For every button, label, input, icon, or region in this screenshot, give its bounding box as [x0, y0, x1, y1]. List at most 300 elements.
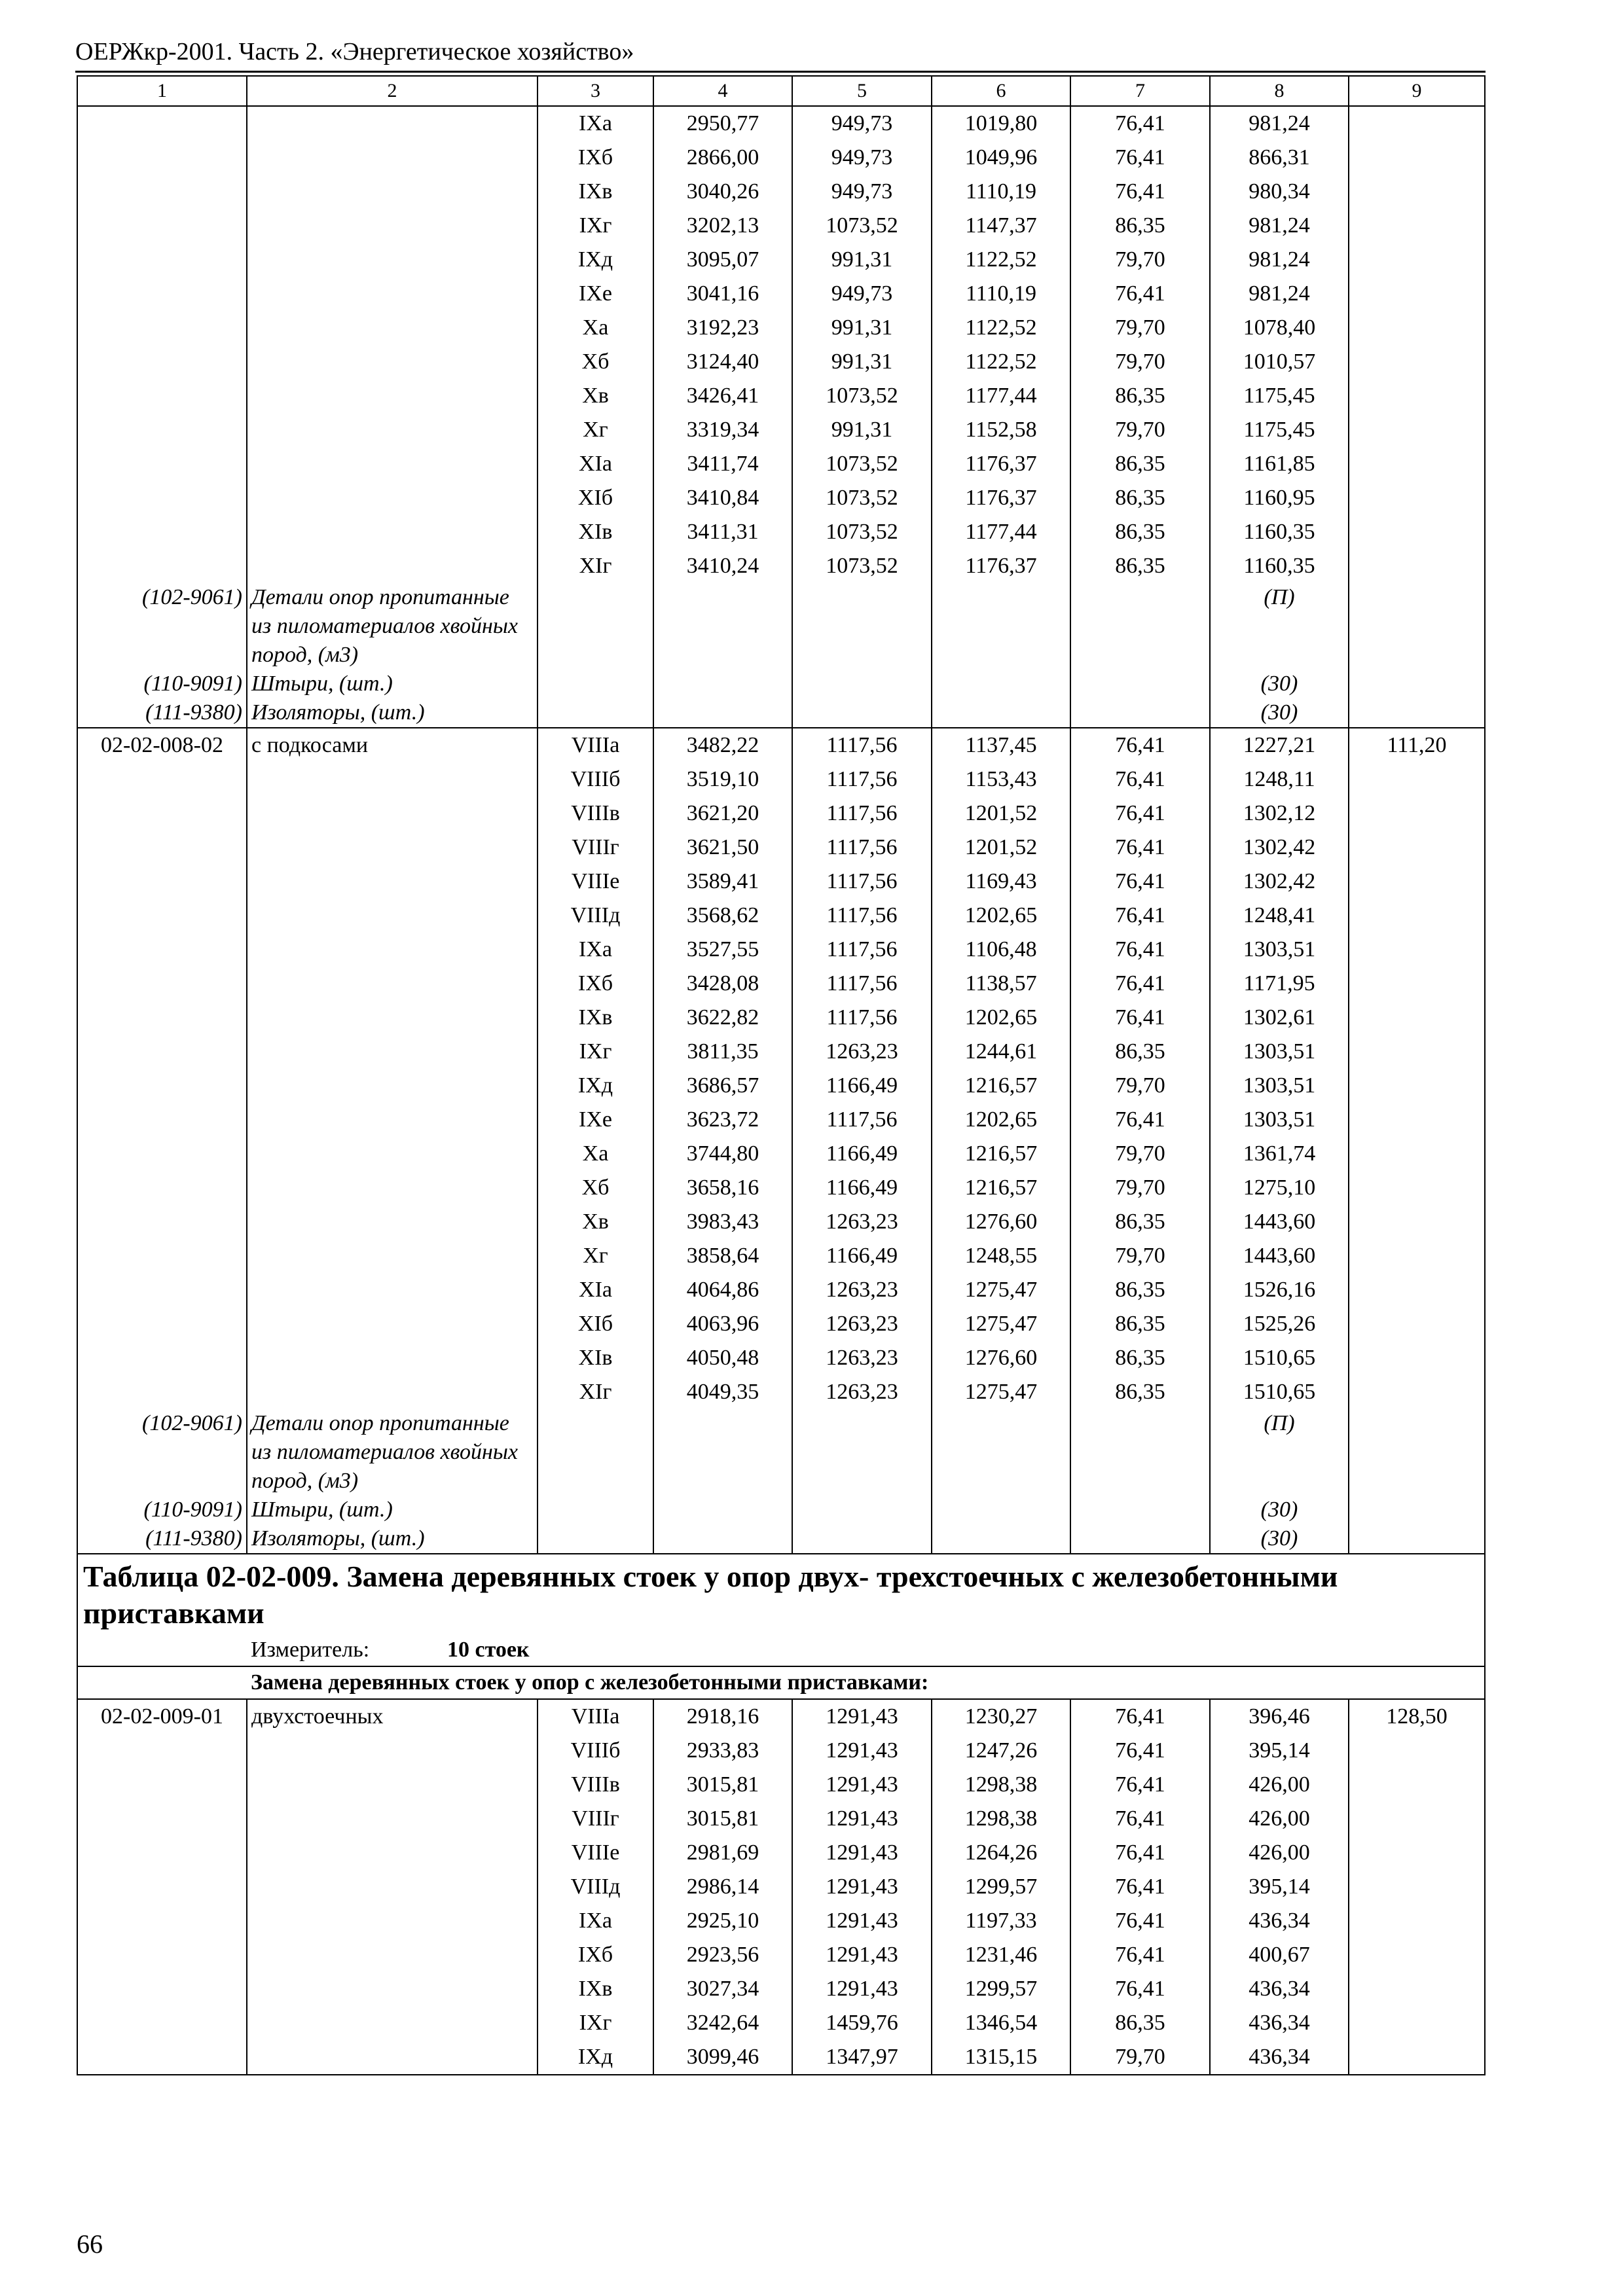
value-cell: 1166,49 [792, 1069, 932, 1103]
empty-cell [653, 670, 792, 698]
table-row [77, 1904, 1485, 1938]
support-type: Xа [538, 311, 653, 345]
empty-cell [77, 1103, 247, 1137]
empty-cell [538, 698, 653, 728]
value-cell: 1122,52 [932, 311, 1070, 345]
support-type: VIIIд [538, 899, 653, 933]
empty-cell [247, 481, 538, 515]
empty-cell [1349, 311, 1485, 345]
table-009-title: Таблица 02-02-009. Замена деревянных стоек у опор двух- трехстоечных с железобетонными приставками [77, 1554, 1485, 1634]
empty-cell [792, 1496, 932, 1524]
empty-cell [1349, 1137, 1485, 1171]
empty-cell [247, 1171, 538, 1205]
value-cell: 1275,47 [932, 1273, 1070, 1307]
table-row [77, 1171, 1485, 1205]
value-cell: 1117,56 [792, 967, 932, 1001]
support-type: Xб [538, 1171, 653, 1205]
support-type: Xв [538, 1205, 653, 1239]
value-cell: 436,34 [1210, 1972, 1349, 2006]
value-cell: 3095,07 [653, 243, 792, 277]
value-cell: 76,41 [1070, 933, 1210, 967]
empty-cell [77, 1035, 247, 1069]
empty-cell [77, 481, 247, 515]
table-row [77, 728, 1485, 762]
value-cell: 400,67 [1210, 1938, 1349, 1972]
value-cell: 949,73 [792, 277, 932, 311]
empty-cell [932, 1409, 1070, 1496]
value-cell: 79,70 [1070, 1239, 1210, 1273]
empty-cell [247, 447, 538, 481]
empty-cell [247, 1341, 538, 1375]
material-code: (111-9380) [77, 1524, 247, 1554]
empty-cell [1349, 933, 1485, 967]
value-cell: 86,35 [1070, 1375, 1210, 1409]
value-cell: 1248,55 [932, 1239, 1070, 1273]
value-cell: 2986,14 [653, 1870, 792, 1904]
empty-cell [1349, 175, 1485, 209]
support-type: Xг [538, 1239, 653, 1273]
value-cell: 1276,60 [932, 1205, 1070, 1239]
column-number-row [77, 76, 1485, 106]
value-cell: 1117,56 [792, 1001, 932, 1035]
material-code: (102-9061) [77, 583, 247, 670]
value-cell: 1019,80 [932, 106, 1070, 141]
material-value: (30) [1210, 1496, 1349, 1524]
material-name: Изоляторы, (шт.) [247, 1524, 538, 1554]
value-cell: 1264,26 [932, 1836, 1070, 1870]
value-cell: 3410,24 [653, 549, 792, 583]
value-cell: 1216,57 [932, 1137, 1070, 1171]
table-row [77, 1137, 1485, 1171]
value-cell: 1303,51 [1210, 1103, 1349, 1137]
support-type: IXе [538, 1103, 653, 1137]
empty-cell [1349, 1001, 1485, 1035]
support-type: IXа [538, 1904, 653, 1938]
value-cell: 426,00 [1210, 1836, 1349, 1870]
value-cell: 76,41 [1070, 1001, 1210, 1035]
value-cell: 76,41 [1070, 762, 1210, 797]
support-type: XIа [538, 447, 653, 481]
value-cell: 76,41 [1070, 797, 1210, 831]
empty-cell [77, 379, 247, 413]
value-cell: 949,73 [792, 106, 932, 141]
value-cell: 79,70 [1070, 243, 1210, 277]
value-cell: 1291,43 [792, 1972, 932, 2006]
value-cell: 1197,33 [932, 1904, 1070, 1938]
support-type: IXд [538, 2040, 653, 2075]
empty-cell [1070, 670, 1210, 698]
material-value: (30) [1210, 670, 1349, 698]
value-cell: 3527,55 [653, 933, 792, 967]
support-type: Xг [538, 413, 653, 447]
block-02-02-008-01-continued [77, 106, 1485, 728]
value-cell: 1263,23 [792, 1341, 932, 1375]
value-cell: 1276,60 [932, 1341, 1070, 1375]
empty-cell [77, 413, 247, 447]
value-cell: 426,00 [1210, 1802, 1349, 1836]
empty-cell [77, 1239, 247, 1273]
empty-cell [247, 797, 538, 831]
value-cell: 2923,56 [653, 1938, 792, 1972]
value-cell: 1525,26 [1210, 1307, 1349, 1341]
empty-cell [247, 1035, 538, 1069]
value-cell: 981,24 [1210, 209, 1349, 243]
value-cell: 1291,43 [792, 1938, 932, 1972]
value-cell: 3811,35 [653, 1035, 792, 1069]
empty-cell [1349, 1205, 1485, 1239]
empty-cell [247, 1802, 538, 1836]
support-type: VIIIе [538, 1836, 653, 1870]
value-cell: 86,35 [1070, 1205, 1210, 1239]
value-cell: 86,35 [1070, 2006, 1210, 2040]
value-cell: 3411,74 [653, 447, 792, 481]
table-row [77, 311, 1485, 345]
value-cell: 1177,44 [932, 515, 1070, 549]
table-row [77, 413, 1485, 447]
empty-cell [792, 583, 932, 670]
value-cell: 1298,38 [932, 1768, 1070, 1802]
empty-cell [1349, 277, 1485, 311]
value-cell: 1110,19 [932, 175, 1070, 209]
empty-cell [1349, 1069, 1485, 1103]
value-cell: 1160,35 [1210, 515, 1349, 549]
material-name: Штыри, (шт.) [247, 670, 538, 698]
value-cell: 3202,13 [653, 209, 792, 243]
material-value: (30) [1210, 1524, 1349, 1554]
value-cell: 76,41 [1070, 1768, 1210, 1802]
empty-cell [792, 670, 932, 698]
measure-label: Измеритель: [251, 1638, 370, 1662]
empty-cell [1349, 549, 1485, 583]
value-cell: 3411,31 [653, 515, 792, 549]
value-cell: 86,35 [1070, 1035, 1210, 1069]
value-cell: 1216,57 [932, 1069, 1070, 1103]
material-row [77, 1524, 1485, 1554]
value-cell: 1078,40 [1210, 311, 1349, 345]
empty-cell [538, 670, 653, 698]
table-row [77, 345, 1485, 379]
empty-cell [1349, 831, 1485, 865]
running-header: ОЕРЖкр-2001. Часть 2. «Энергетическое хозяйство» [75, 38, 634, 65]
table-row [77, 277, 1485, 311]
empty-cell [247, 1001, 538, 1035]
value-cell: 76,41 [1070, 899, 1210, 933]
value-cell: 1303,51 [1210, 1035, 1349, 1069]
labor-value: 111,20 [1349, 728, 1485, 762]
value-cell: 1302,61 [1210, 1001, 1349, 1035]
empty-cell [1349, 583, 1485, 670]
empty-cell [247, 899, 538, 933]
empty-cell [247, 831, 538, 865]
table-row [77, 1103, 1485, 1137]
empty-cell [1349, 698, 1485, 728]
value-cell: 76,41 [1070, 1870, 1210, 1904]
empty-cell [653, 1524, 792, 1554]
empty-cell [77, 1001, 247, 1035]
column-number: 9 [1349, 76, 1485, 106]
empty-cell [247, 1239, 538, 1273]
labor-value: 128,50 [1349, 1699, 1485, 1734]
empty-cell [77, 345, 247, 379]
support-type: XIв [538, 515, 653, 549]
value-cell: 1202,65 [932, 899, 1070, 933]
empty-cell [77, 933, 247, 967]
value-cell: 76,41 [1070, 1802, 1210, 1836]
support-type: IXг [538, 2006, 653, 2040]
value-cell: 1346,54 [932, 2006, 1070, 2040]
empty-cell [538, 1524, 653, 1554]
value-cell: 980,34 [1210, 175, 1349, 209]
support-type: VIIIв [538, 797, 653, 831]
empty-cell [1349, 670, 1485, 698]
value-cell: 76,41 [1070, 106, 1210, 141]
empty-cell [77, 311, 247, 345]
value-cell: 86,35 [1070, 549, 1210, 583]
value-cell: 3568,62 [653, 899, 792, 933]
value-cell: 76,41 [1070, 831, 1210, 865]
value-cell: 1201,52 [932, 797, 1070, 831]
empty-cell [1349, 1273, 1485, 1307]
empty-cell [247, 1375, 538, 1409]
value-cell: 1302,42 [1210, 865, 1349, 899]
value-cell: 4049,35 [653, 1375, 792, 1409]
empty-cell [247, 2040, 538, 2075]
value-cell: 3482,22 [653, 728, 792, 762]
empty-cell [77, 2006, 247, 2040]
value-cell: 1275,10 [1210, 1171, 1349, 1205]
table-row [77, 1273, 1485, 1307]
value-cell: 3621,50 [653, 831, 792, 865]
value-cell: 3040,26 [653, 175, 792, 209]
material-name: Штыри, (шт.) [247, 1496, 538, 1524]
value-cell: 2866,00 [653, 141, 792, 175]
material-value: (П) [1210, 583, 1349, 670]
table-row [77, 243, 1485, 277]
value-cell: 79,70 [1070, 1171, 1210, 1205]
empty-cell [247, 243, 538, 277]
value-cell: 991,31 [792, 413, 932, 447]
value-cell: 1166,49 [792, 1137, 932, 1171]
empty-cell [247, 967, 538, 1001]
empty-cell [77, 1375, 247, 1409]
value-cell: 1122,52 [932, 243, 1070, 277]
support-type: XIв [538, 1341, 653, 1375]
value-cell: 76,41 [1070, 1938, 1210, 1972]
empty-cell [247, 311, 538, 345]
empty-cell [247, 141, 538, 175]
empty-cell [1349, 1239, 1485, 1273]
table-row [77, 175, 1485, 209]
value-cell: 949,73 [792, 175, 932, 209]
value-cell: 991,31 [792, 243, 932, 277]
table-row [77, 447, 1485, 481]
table-row [77, 1802, 1485, 1836]
empty-cell [77, 175, 247, 209]
material-row [77, 583, 1485, 670]
empty-cell [932, 698, 1070, 728]
empty-cell [932, 583, 1070, 670]
support-type: Xб [538, 345, 653, 379]
value-cell: 1106,48 [932, 933, 1070, 967]
value-cell: 76,41 [1070, 1904, 1210, 1938]
empty-cell [77, 209, 247, 243]
value-cell: 1169,43 [932, 865, 1070, 899]
column-number: 2 [247, 76, 538, 106]
empty-cell [247, 413, 538, 447]
value-cell: 395,14 [1210, 1734, 1349, 1768]
empty-cell [247, 762, 538, 797]
empty-cell [1349, 1171, 1485, 1205]
empty-cell [77, 797, 247, 831]
empty-cell [77, 865, 247, 899]
material-name: Изоляторы, (шт.) [247, 698, 538, 728]
value-cell: 86,35 [1070, 1341, 1210, 1375]
empty-cell [538, 1409, 653, 1496]
empty-cell [247, 1137, 538, 1171]
empty-cell [1349, 1409, 1485, 1496]
table-row [77, 2040, 1485, 2075]
empty-cell [792, 698, 932, 728]
value-cell: 3686,57 [653, 1069, 792, 1103]
support-type: VIIIе [538, 865, 653, 899]
value-cell: 1117,56 [792, 797, 932, 831]
empty-cell [77, 1069, 247, 1103]
empty-cell [77, 1870, 247, 1904]
empty-cell [77, 549, 247, 583]
rate-code: 02-02-008-02 [77, 728, 247, 762]
value-cell: 1231,46 [932, 1938, 1070, 1972]
support-type: IXд [538, 243, 653, 277]
material-row [77, 1496, 1485, 1524]
value-cell: 1160,95 [1210, 481, 1349, 515]
support-type: XIб [538, 481, 653, 515]
value-cell: 1303,51 [1210, 933, 1349, 967]
material-row [77, 670, 1485, 698]
value-cell: 2925,10 [653, 1904, 792, 1938]
value-cell: 436,34 [1210, 2006, 1349, 2040]
table-row [77, 1341, 1485, 1375]
value-cell: 79,70 [1070, 345, 1210, 379]
value-cell: 79,70 [1070, 311, 1210, 345]
empty-cell [1349, 345, 1485, 379]
value-cell: 1291,43 [792, 1768, 932, 1802]
value-cell: 1303,51 [1210, 1069, 1349, 1103]
material-code: (111-9380) [77, 698, 247, 728]
empty-cell [77, 1273, 247, 1307]
value-cell: 1153,43 [932, 762, 1070, 797]
empty-cell [1349, 1524, 1485, 1554]
value-cell: 1263,23 [792, 1375, 932, 1409]
empty-cell [1349, 379, 1485, 413]
support-type: IXв [538, 175, 653, 209]
table-row [77, 762, 1485, 797]
value-cell: 3519,10 [653, 762, 792, 797]
empty-cell [1349, 1103, 1485, 1137]
value-cell: 1347,97 [792, 2040, 932, 2075]
material-code: (102-9061) [77, 1409, 247, 1496]
empty-cell [77, 1938, 247, 1972]
empty-cell [932, 670, 1070, 698]
value-cell: 1073,52 [792, 379, 932, 413]
value-cell: 1263,23 [792, 1273, 932, 1307]
value-cell: 1073,52 [792, 515, 932, 549]
support-type: IXд [538, 1069, 653, 1103]
value-cell: 79,70 [1070, 2040, 1210, 2075]
table-row [77, 967, 1485, 1001]
value-cell: 1216,57 [932, 1171, 1070, 1205]
support-type: VIIIд [538, 1870, 653, 1904]
value-cell: 1275,47 [932, 1307, 1070, 1341]
empty-cell [1070, 1496, 1210, 1524]
measure-value: 10 стоек [447, 1638, 530, 1662]
empty-cell [653, 1496, 792, 1524]
empty-cell [77, 1734, 247, 1768]
empty-cell [247, 865, 538, 899]
support-type: IXг [538, 1035, 653, 1069]
value-cell: 1510,65 [1210, 1341, 1349, 1375]
value-cell: 76,41 [1070, 865, 1210, 899]
value-cell: 1248,41 [1210, 899, 1349, 933]
value-cell: 3858,64 [653, 1239, 792, 1273]
empty-cell [247, 1103, 538, 1137]
table-row [77, 1307, 1485, 1341]
page-number: 66 [77, 2229, 103, 2259]
value-cell: 76,41 [1070, 967, 1210, 1001]
value-cell: 1117,56 [792, 831, 932, 865]
empty-cell [1349, 243, 1485, 277]
empty-cell [653, 698, 792, 728]
empty-cell [77, 1341, 247, 1375]
empty-cell [247, 2006, 538, 2040]
value-cell: 1291,43 [792, 1699, 932, 1734]
empty-cell [1349, 899, 1485, 933]
value-cell: 1202,65 [932, 1001, 1070, 1035]
value-cell: 86,35 [1070, 447, 1210, 481]
value-cell: 1291,43 [792, 1802, 932, 1836]
value-cell: 1299,57 [932, 1972, 1070, 2006]
value-cell: 1247,26 [932, 1734, 1070, 1768]
empty-cell [1349, 1938, 1485, 1972]
value-cell: 1510,65 [1210, 1375, 1349, 1409]
empty-cell [1349, 1972, 1485, 2006]
value-cell: 1138,57 [932, 967, 1070, 1001]
value-cell: 1298,38 [932, 1802, 1070, 1836]
empty-cell [1349, 481, 1485, 515]
value-cell: 1443,60 [1210, 1205, 1349, 1239]
value-cell: 1117,56 [792, 899, 932, 933]
value-cell: 76,41 [1070, 277, 1210, 311]
value-cell: 1152,58 [932, 413, 1070, 447]
empty-cell [932, 1524, 1070, 1554]
value-cell: 1117,56 [792, 728, 932, 762]
support-type: XIб [538, 1307, 653, 1341]
table-row [77, 549, 1485, 583]
value-cell: 1315,15 [932, 2040, 1070, 2075]
support-type: XIг [538, 549, 653, 583]
empty-cell [1349, 797, 1485, 831]
value-cell: 1361,74 [1210, 1137, 1349, 1171]
rate-name: двухстоечных [247, 1699, 538, 1734]
value-cell: 3623,72 [653, 1103, 792, 1137]
value-cell: 395,14 [1210, 1870, 1349, 1904]
value-cell: 79,70 [1070, 1137, 1210, 1171]
empty-cell [77, 1137, 247, 1171]
empty-cell [77, 967, 247, 1001]
value-cell: 1073,52 [792, 209, 932, 243]
value-cell: 1230,27 [932, 1699, 1070, 1734]
value-cell: 1117,56 [792, 933, 932, 967]
empty-cell [1349, 1341, 1485, 1375]
